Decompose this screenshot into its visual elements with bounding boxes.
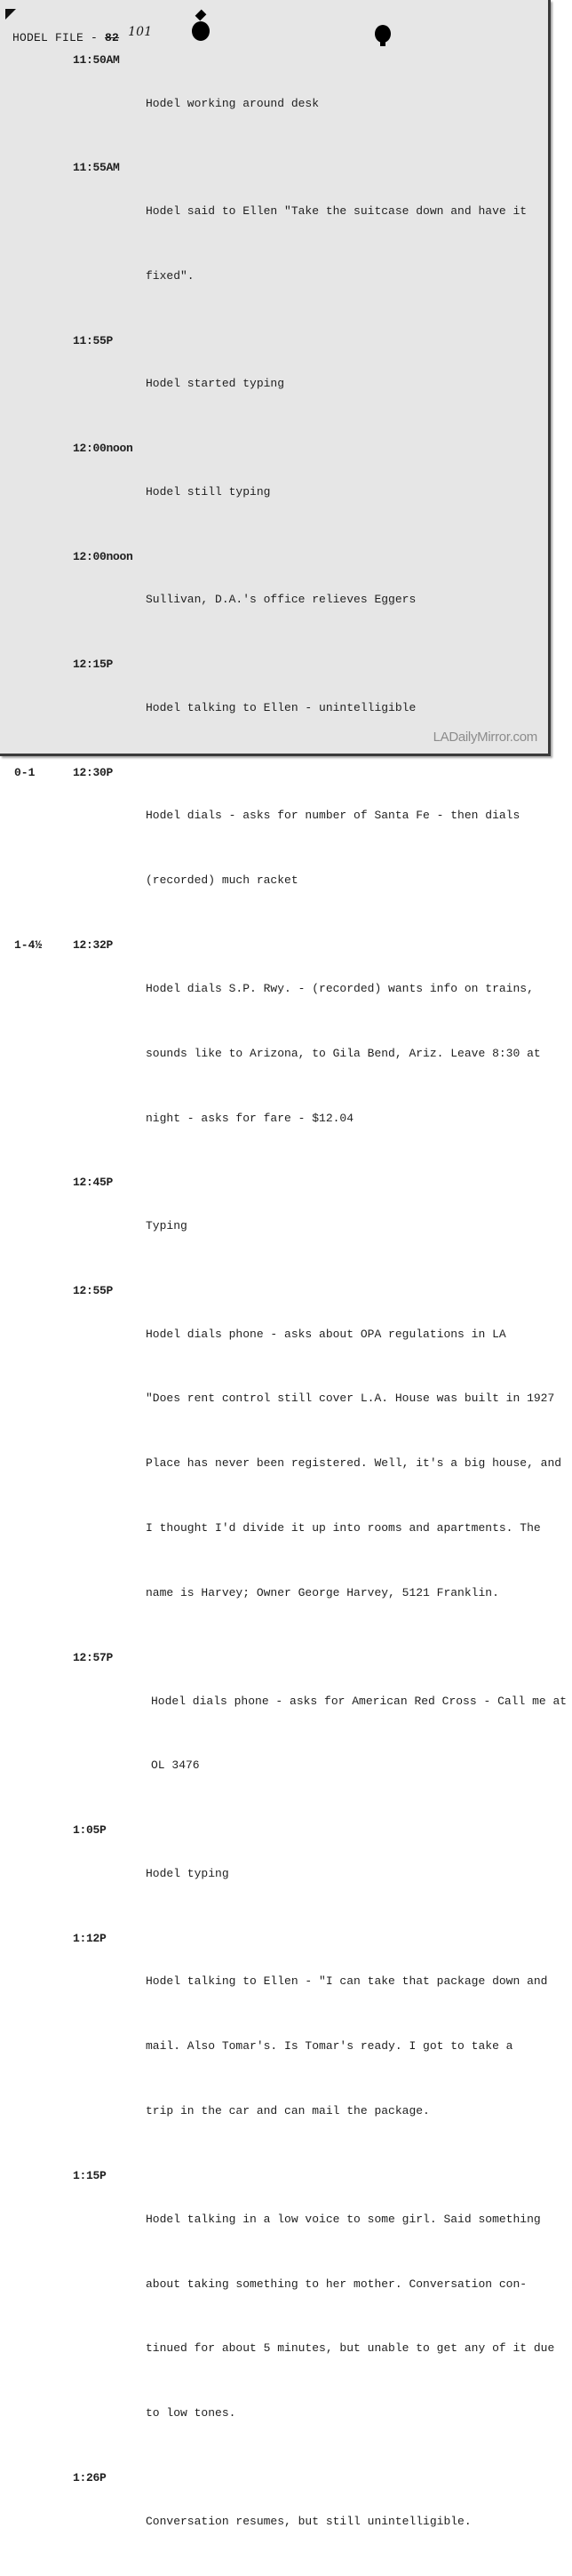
entry-code [0,1280,73,1647]
punch-hole-icon [375,25,391,43]
entry-code [0,1172,73,1280]
entry-description [146,1928,552,2165]
entry-code [0,546,73,654]
description-line: to low tones. [146,2406,236,2420]
entry-code [0,50,73,157]
entry-time: 11:50AM [73,53,120,67]
entry-code: 1-4½ [14,938,43,953]
entry-description [146,50,544,157]
entry-time: 11:55P [73,333,114,347]
description-line: about taking something to her mother. Conversation con- [146,2277,528,2291]
log-entry [0,50,544,157]
entry-description [146,438,544,546]
log-entries [0,50,568,2576]
description-line: OL 3476 [151,1759,200,1773]
entry-code [0,1647,73,1820]
punch-hole-icon [192,21,210,41]
entry-description [146,1280,567,1647]
description-line: Hodel talking to Ellen - "I can take that package down and [146,1974,548,1989]
description-line: sounds like to Arizona, to Gila Bend, Ariz. Leave 8:30 at [146,1046,541,1060]
entry-code [0,331,73,438]
description-line: name is Harvey; Owner George Harvey, 5121 Franklin. [146,1586,499,1600]
entry-code [0,1820,73,1927]
entry-description [146,546,544,654]
entry-time: 12:15P [73,658,114,672]
log-entry [0,331,544,438]
entry-code [0,438,73,546]
entry-code [0,2165,73,2468]
description-line: Hodel typing [146,1866,229,1880]
log-entry [0,654,544,762]
watermark: LADailyMirror.com [433,730,537,745]
entry-time: 12:00noon [73,442,133,456]
description-line: I thought I'd divide it up into rooms and apartments. The [146,1521,541,1535]
description-line: "Does rent control still cover L.A. House was built in 1927 [146,1392,555,1406]
entry-code: 0-1 [14,765,36,779]
description-line: tinued for about 5 minutes, but unable to get any of it due [146,2341,555,2356]
entry-description [146,331,544,438]
entry-description [146,935,546,1172]
description-line: Typing [146,1219,187,1233]
entry-description [151,1647,572,1820]
description-line: Place has never been registered. Well, it's a big house, and [146,1456,562,1471]
entry-time: 1:26P [73,2471,107,2485]
entry-description [146,1172,544,1280]
description-line: Sullivan, D.A.'s office relieves Eggers [146,593,417,607]
log-entry [0,1647,568,1820]
log-entry [0,157,544,330]
entry-description [146,2468,544,2575]
log-entry [0,438,544,546]
entry-time: 12:32P [73,938,114,953]
entry-time: 12:55P [73,1283,114,1297]
entry-description [146,2165,560,2468]
entry-time: 12:30P [73,765,114,779]
description-line: mail. Also Tomar's. Is Tomar's ready. I got to take a [146,2039,513,2054]
entry-code [0,2468,73,2575]
description-line: Hodel working around desk [146,96,320,110]
description-line: Conversation resumes, but still unintelligible. [146,2514,472,2528]
corner-mark-icon [5,9,16,20]
entry-time: 1:15P [73,2169,107,2183]
entry-code [0,1928,73,2165]
entry-time: 12:57P [73,1650,114,1664]
log-entry [0,1820,544,1927]
description-line: Hodel still typing [146,484,271,498]
description-line: (recorded) much racket [146,873,298,888]
description-line: night - asks for fare - $12.04 [146,1111,354,1125]
log-entry [0,1280,562,1647]
log-entry [0,762,544,935]
description-line: Hodel talking to Ellen - unintelligible [146,700,417,714]
entry-code [0,157,73,330]
struck-page-number: 82 [105,31,120,44]
handwritten-page-number: 101 [128,25,153,39]
entry-time: 12:00noon [73,549,133,563]
description-line: Hodel dials S.P. Rwy. - (recorded) wants info on trains, [146,981,534,995]
log-entry [0,2165,555,2468]
entry-time: 1:05P [73,1823,107,1838]
log-entry [0,546,544,654]
description-line: trip in the car and can mail the package. [146,2104,430,2118]
entry-description [146,157,544,330]
description-line: Hodel dials - asks for number of Santa Fe - then dials [146,809,520,823]
description-line: Hodel dials phone - asks about OPA regulations in LA [146,1327,506,1341]
file-title: HODEL FILE - [12,31,99,44]
entry-description [146,762,544,935]
document-header [12,25,153,44]
log-entry [0,1172,544,1280]
entry-description [146,1820,544,1927]
description-line: Hodel started typing [146,377,285,391]
description-line: Hodel said to Ellen "Take the suitcase down and have it [146,204,528,219]
entry-time: 12:45P [73,1176,114,1190]
log-entry [0,1928,548,2165]
description-line: fixed". [146,268,195,283]
entry-description [146,654,544,762]
entry-time: 1:12P [73,1931,107,1945]
entry-code [0,654,73,762]
log-entry [0,2468,544,2575]
entry-time: 11:55AM [73,161,120,175]
description-line: Hodel dials phone - asks for American Red Cross - Call me at [151,1694,568,1708]
log-entry [0,935,544,1172]
description-line: Hodel talking in a low voice to some girl. Said something [146,2212,541,2226]
